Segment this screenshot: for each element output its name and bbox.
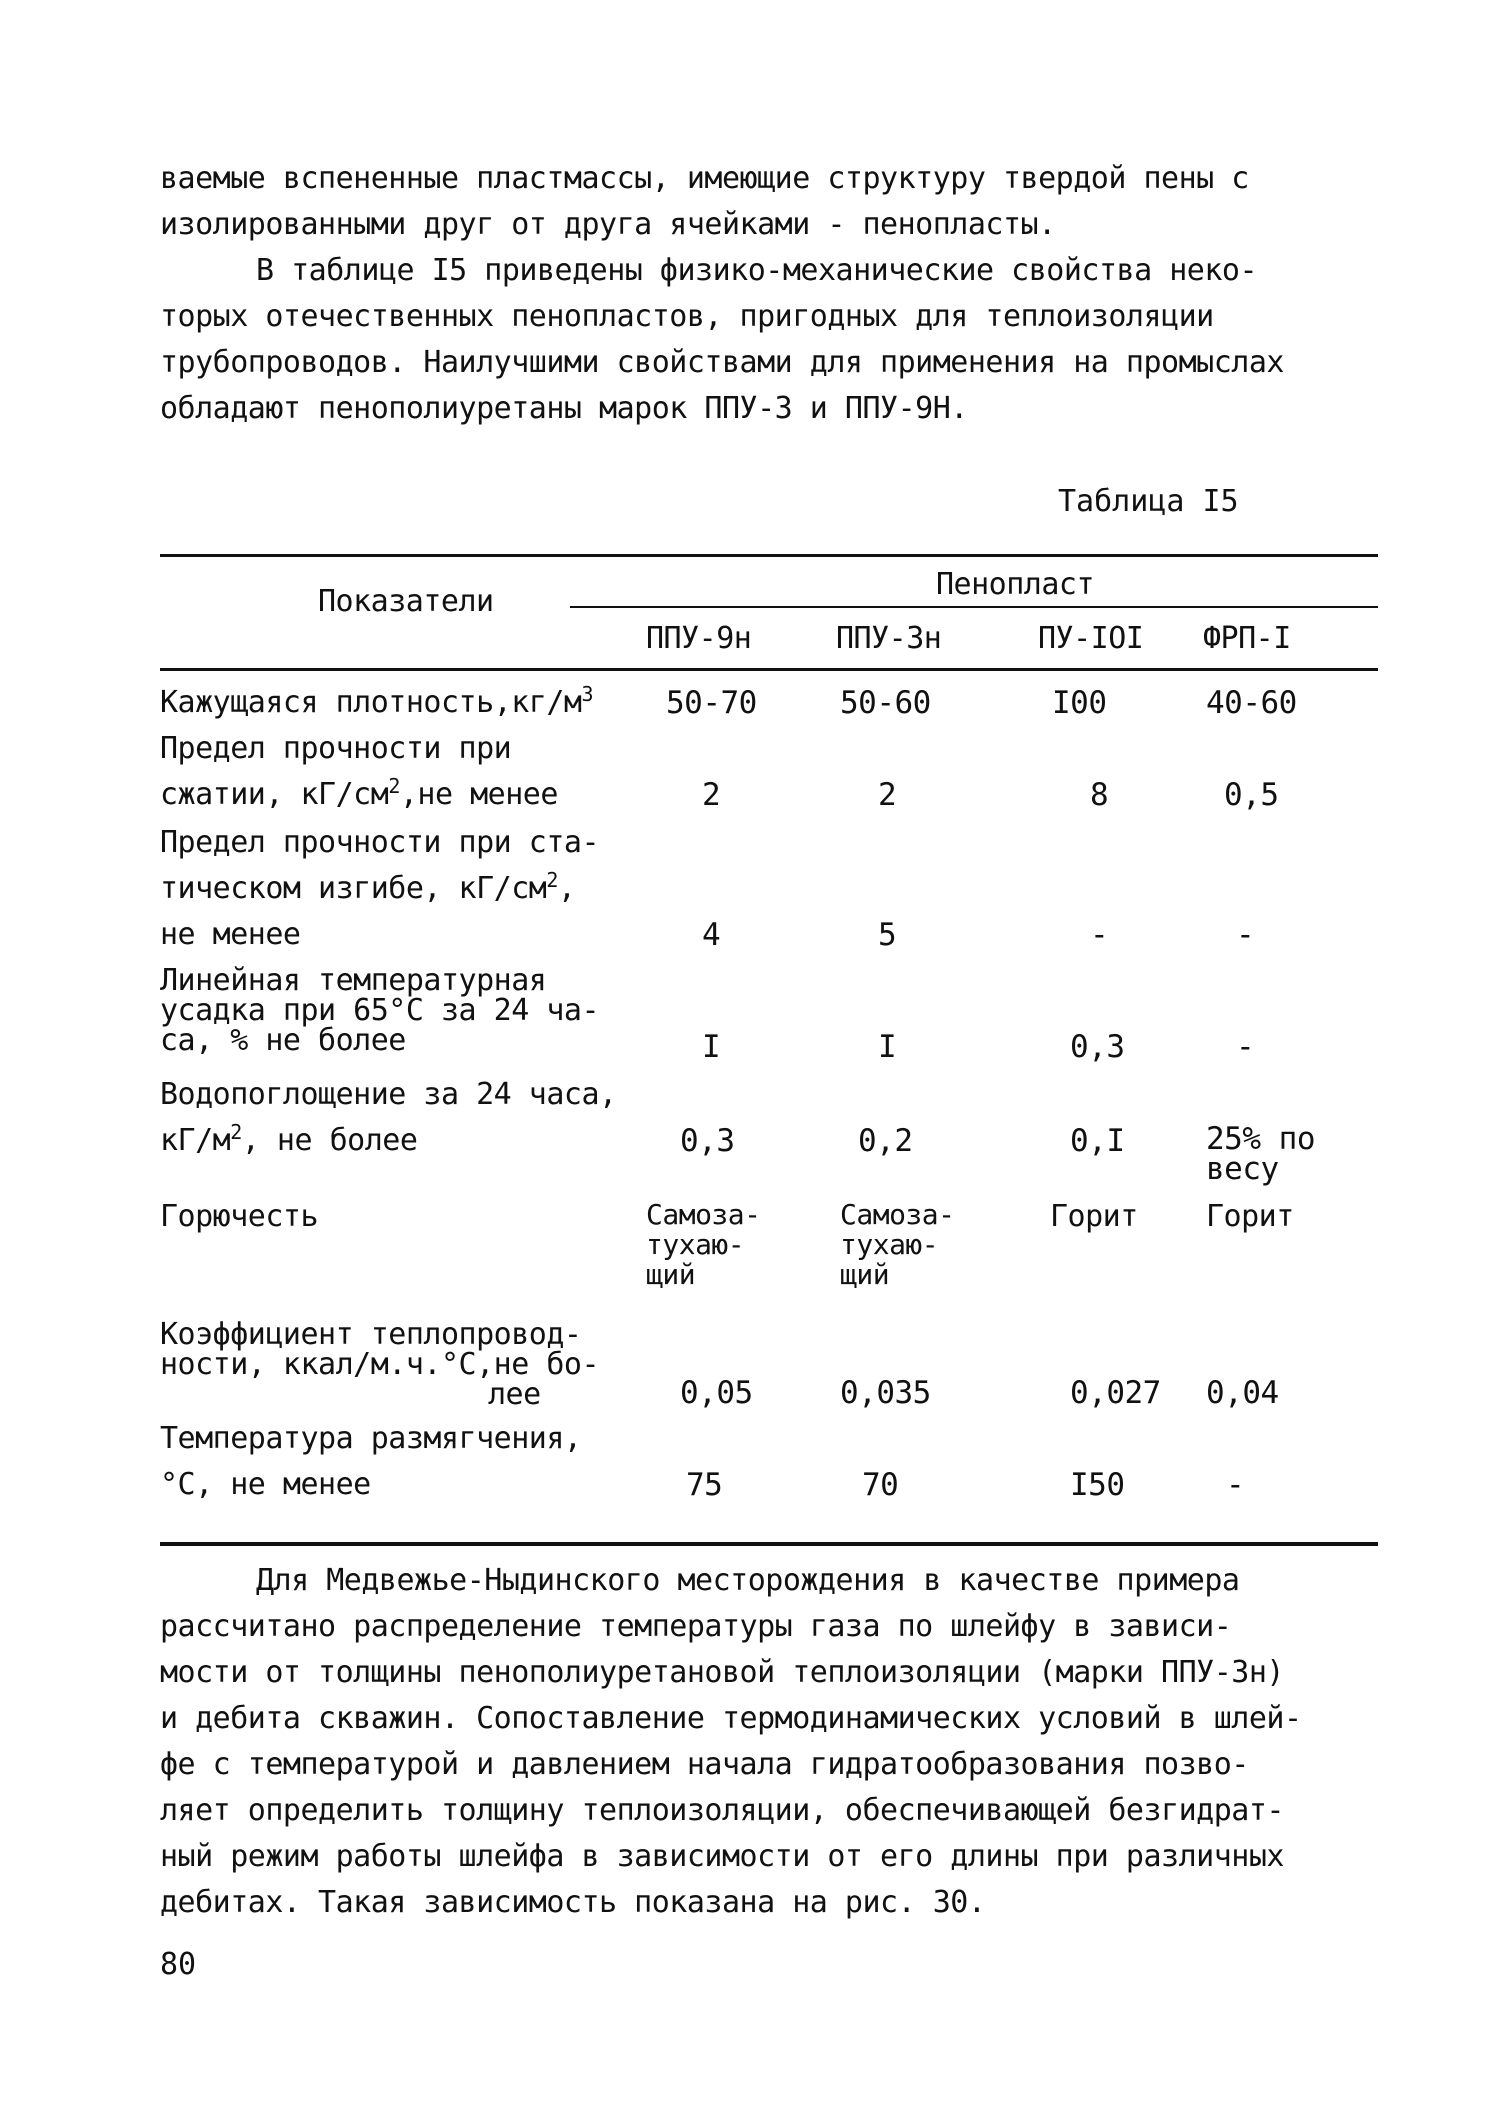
table-row-label: Коэффициент теплопровод- ности, ккал/м.ч.°С,не бо- лее [160,1317,600,1412]
table-cell: 4 [702,917,721,953]
text-line: ный режим работы шлейфа в зависимости от его длины при различных [160,1839,1284,1874]
table-row-label: Предел прочности при сжатии, $кГ/см^2,не$ менее [160,731,558,812]
table-cell: Горит [1206,1199,1294,1234]
text-line: В таблице I5 приведены физико-механические свойства неко- [256,253,1258,288]
text-line: мости от толщины пенополиуретановой теплоизоляции (марки ППУ-3н) [160,1655,1284,1690]
table-cell: 0,3 [1070,1029,1125,1065]
header-col-frp1: ФРП-I [1203,621,1291,656]
table-cell: 70 [862,1467,899,1503]
header-foam-group: Пенопласт [936,567,1095,602]
table-cell: 50-60 [840,685,931,721]
text-line: рассчитано распределение температуры газа по шлейфу в зависи- [160,1609,1232,1644]
table-cell: - [1226,1467,1245,1503]
table-cell: 2 [878,777,897,813]
header-col-pu101: ПУ-IOI [1038,621,1144,656]
text-line: и дебита скважин. Сопоставление термодинамических условий в шлей- [160,1701,1302,1736]
table-cell: 75 [686,1467,723,1503]
table-cell: I [878,1029,897,1065]
table-row-label: Предел прочности при ста- тическом изгибе, $кГ/см^2$, не менее [160,825,600,952]
text-line: ваемые вспененные пластмассы, имеющие структуру твердой пены с [160,161,1249,196]
paragraph-example [160,1558,1410,1926]
table-cell: 0,035 [840,1375,931,1411]
table-cell: 0,05 [680,1375,753,1411]
table-cell: I00 [1052,685,1107,721]
header-col-ppu9n: ППУ-9н [646,621,752,656]
text-line: ляет определить толщину теплоизоляции, обеспечивающей безгидрат- [160,1793,1284,1828]
table-bottom-rule [160,1542,1378,1546]
header-col-ppu3n: ППУ-3н [836,621,942,656]
table-cell: 0,3 [680,1123,735,1159]
table-row-label: Водопоглощение за 24 часа, $кГ/м^2$, не более [160,1077,617,1158]
table-cell: Самоза- тухаю- щий [840,1198,955,1291]
table-cell: 25% по весу [1206,1121,1315,1187]
text-line: изолированными друг от друга ячейками - пенопласты. [160,207,1056,242]
table-cell: 40-60 [1206,685,1297,721]
table-group-rule [570,606,1378,608]
text-line: Для Медвежье-Ныдинского месторождения в качестве примера [256,1563,1240,1598]
table-cell: 0,04 [1206,1375,1279,1411]
table-cell: Самоза- тухаю- щий [646,1198,761,1291]
table-row-label: Горючесть [160,1199,319,1234]
table-cell: 2 [702,777,721,813]
text-line: трубопроводов. Наилучшими свойствами для применения на промыслах [160,345,1284,380]
paragraph-intro [160,156,1410,248]
page-number: 80 [160,1947,197,1982]
text-line: фе с температурой и давлением начала гидратообразования позво- [160,1747,1249,1782]
table-cell: 50-70 [666,685,757,721]
table-row-label: Кажущаяся $плотность,кг/м^3$ [160,682,594,720]
paragraph-table-intro [160,248,1410,432]
table-cell: 0,2 [858,1123,913,1159]
table-cell: 0,I [1070,1123,1125,1159]
table-cell: - [1236,1029,1255,1065]
table-row-label: Температура размягчения, °С, не менее [160,1421,582,1502]
table-cell: - [1236,917,1255,953]
table-cell: I50 [1070,1467,1125,1503]
table-cell: Горит [1050,1199,1138,1234]
table-cell: 5 [878,917,897,953]
table-top-rule [160,554,1378,557]
text-line: обладают пенополиуретаны марок ППУ-3 и ППУ-9Н. [160,391,968,426]
table-header-rule [160,668,1378,671]
table-cell: 8 [1090,777,1109,813]
text-line: дебитах. Такая зависимость показана на рис. 30. [160,1885,986,1920]
header-parameters: Показатели [318,584,494,619]
table-row-label: Линейная температурная усадка при 65°С за 24 ча- са, % не более [160,963,600,1058]
table-caption: Таблица I5 [1058,484,1239,519]
table-cell: I [702,1029,721,1065]
table-cell: 0,027 [1070,1375,1161,1411]
text-line: торых отечественных пенопластов, пригодных для теплоизоляции [160,299,1214,334]
table-cell: 0,5 [1224,777,1279,813]
table-cell: - [1090,917,1109,953]
